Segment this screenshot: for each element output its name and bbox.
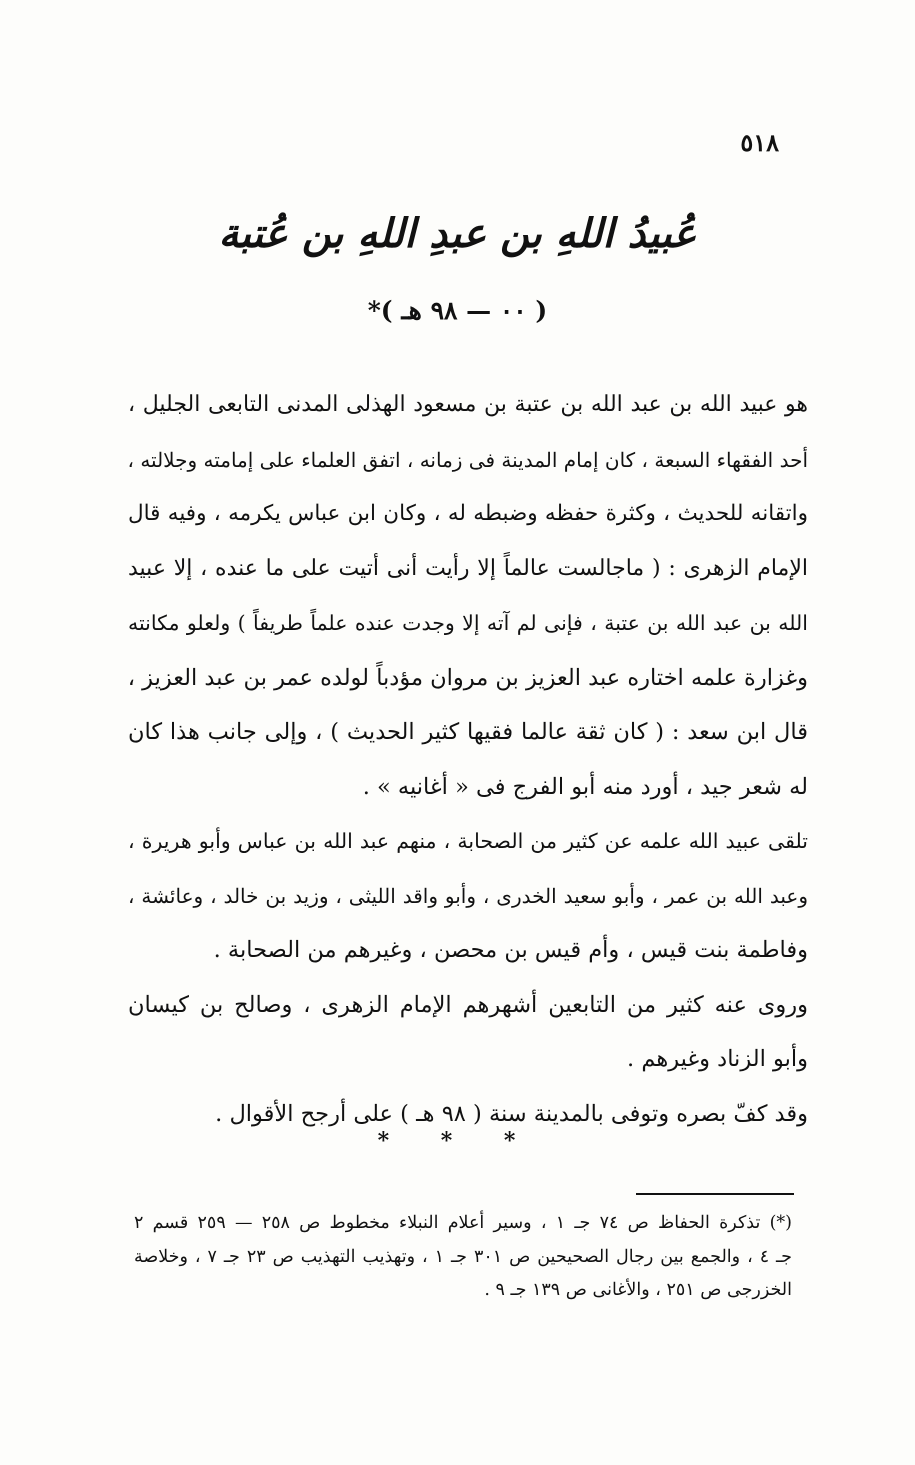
footnote-divider xyxy=(636,1193,794,1195)
page-title: عُبيدُ اللهِ بن عبدِ اللهِ بن عُتبة xyxy=(218,210,697,257)
text-line: وغزارة علمه اختاره عبد العزيز بن مروان مؤدباً لولده عمر بن عبد العزيز ، xyxy=(127,664,808,691)
footnote-line: الخزرجى ص ٢٥١ ، والأغانى ص ١٣٩ جـ ٩ . xyxy=(484,1280,792,1300)
text-line: وفاطمة بنت قيس ، وأم قيس بن محصن ، وغيرهم من الصحابة . xyxy=(213,937,808,963)
text-line: الله بن عبد الله بن عتبة ، فإنى لم آته إلا وجدت عنده علماً طريفاً ) ولعلو مكانته xyxy=(128,611,808,635)
page-number: ٥١٨ xyxy=(740,128,779,157)
paragraph-1 xyxy=(128,378,808,814)
text-line: قال ابن سعد : ( كان ثقة عالما فقيها كثير الحديث ) ، وإلى جانب هذا كان xyxy=(128,719,808,745)
text-line: وقد كفّ بصره وتوفى بالمدينة سنة ( ٩٨ هـ ) على أرجح الأقوال . xyxy=(215,1100,808,1127)
text-line: وروى عنه كثير من التابعين أشهرهم الإمام الزهرى ، وصالح بن كيسان xyxy=(128,991,808,1018)
text-line: هو عبيد الله بن عبد الله بن عتبة بن مسعود الهذلى المدنى التابعى الجليل ، xyxy=(128,392,808,417)
text-line: واتقانه للحديث ، وكثرة حفظه وضبطه له ، وكان ابن عباس يكرمه ، وفيه قال xyxy=(128,501,808,526)
main-text xyxy=(128,378,808,1141)
section-separator: * * * xyxy=(377,1128,538,1154)
text-line: تلقى عبيد الله علمه عن كثير من الصحابة ، منهم عبد الله بن عباس وأبو هريرة ، xyxy=(128,829,808,853)
paragraph-3 xyxy=(128,978,808,1087)
footnote xyxy=(134,1207,792,1308)
footnote-line: (*) تذكرة الحفاظ ص ٧٤ جـ ١ ، وسير أعلام النبلاء مخطوط ص ٢٥٨ — ٢٥٩ قسم ٢ xyxy=(134,1213,792,1233)
text-line: له شعر جيد ، أورد منه أبو الفرج فى « أغانيه » . xyxy=(362,773,808,800)
text-line: الإمام الزهرى : ( ماجالست عالماً إلا رأيت أنى أتيت على ما عنده ، إلا عبيد xyxy=(128,555,808,581)
footnote-line: جـ ٤ ، والجمع بين رجال الصحيحين ص ٣٠١ جـ ١ ، وتهذيب التهذيب ص ٢٣ جـ ٧ ، وخلاصة xyxy=(134,1246,792,1267)
text-line: أحد الفقهاء السبعة ، كان إمام المدينة فى زمانه ، اتفق العلماء على إمامته وجلالته ، xyxy=(127,447,808,472)
text-line: وأبو الزناد وغيرهم . xyxy=(627,1046,808,1072)
lifespan-dates: ( ٠٠ — ٩٨ هـ )* xyxy=(367,296,548,325)
text-line: وعبد الله بن عمر ، وأبو سعيد الخدرى ، وأبو واقد الليثى ، وزيد بن خالد ، وعائشة ، xyxy=(128,883,808,908)
paragraph-2 xyxy=(128,814,808,978)
